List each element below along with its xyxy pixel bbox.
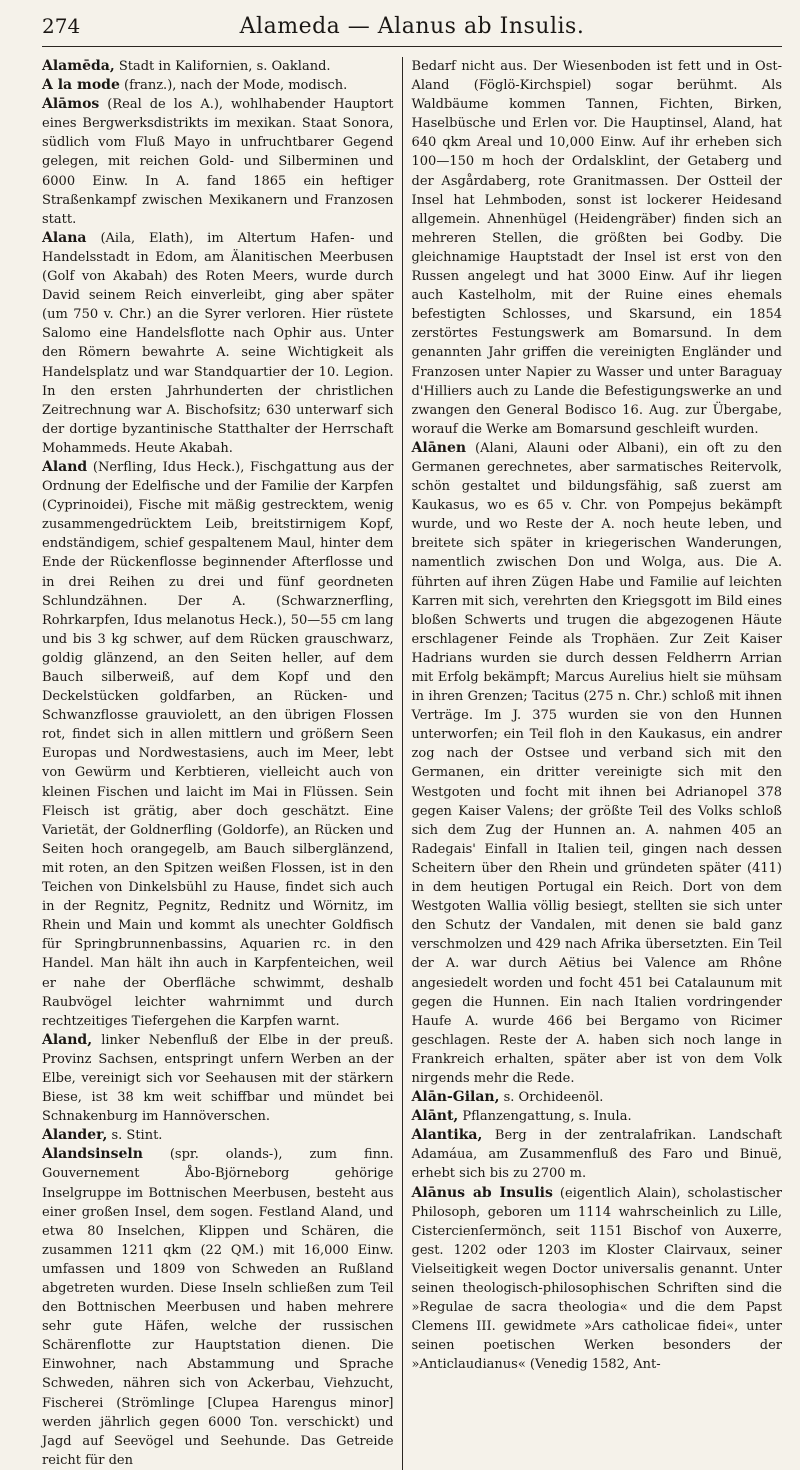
entry-body: Stadt in Kalifornien, s. Oakland. [114,59,331,74]
text-columns [42,57,782,1470]
entry-body: (eigentlich Alain), scholastischer Philosoph, geboren um 1114 wahrscheinlich zu Lille, Cistercienſermönch, seit 1151 Bischof von Auxerre, gest. 1202 oder 1203 im Kloster Clairvaux, seiner Vielseitigkeit wegen Doctor universalis genannt. Unter seinen theologisch-philosophischen Schriften sind die »Regulae de sacra theologia« und die dem Papst Clemens III. gewidmete »Ars catholicae fidei«, unter seinen poetischen Werken besonders der »Anticlaudianus« (Venedig 1582, Ant- [411,1185,782,1373]
entry-body: s. Orchideenöl. [499,1090,604,1106]
entry-body: (Aila, Elath), im Altertum Hafen- und Handelsstadt in Edom, am Älanitischen Meerbusen (Golf von Akabah) des Roten Meers, wurde durch David seinem Reich einverleibt, ging aber später (um 750 v. Chr.) an die Syrer verloren. Hier rüstete Salomo eine Handelsflotte nach Ophir aus. Unter den Römern bewahrte A. seine Wichtigkeit als Handelsplatz und war Standquartier der 10. Legion. In den ersten Jahrhunderten der christlichen Zeitrechnung war A. Bischofsitz; 630 unterwarf sich der dortige byzantinische Statthalter der Herrschaft Mohammeds. Heute Akabah. [42,230,394,456]
entry-headword: Alandsinseln [42,1146,143,1163]
entry-headword: Alantika, [411,1127,483,1144]
right-column [402,57,782,1470]
entry-headword: Alamēda, [42,58,115,74]
dictionary-entry [412,57,782,439]
dictionary-entry [412,1088,782,1107]
entry-headword: Alana [42,229,87,246]
dictionary-entry [42,458,394,1031]
page-number: 274 [42,14,81,38]
left-column [42,57,402,1470]
running-head: Alameda — Alanus ab Insulis. [239,14,585,39]
entry-body: (Real de los A.), wohlhabender Hauptort eines Bergwerksdistrikts im mexikan. Staat Sonora, südlich vom Fluß Mayo in unfruchtbarer Gegend gelegen, mit reichen Gold- und Silberminen und 6000 Einw. In A. fand 1865 ein heftiger Straßenkampf zwischen Mexikanern und Franzosen statt. [42,97,394,227]
entry-headword: Alānt, [411,1108,459,1125]
entry-headword: Alāmos [42,96,100,113]
entry-headword: Aland, [42,1031,93,1048]
dictionary-entry [42,76,394,95]
entry-body: s. Stint. [107,1128,163,1144]
dictionary-entry [412,1126,782,1183]
entry-headword: Alānus ab Insulis [411,1184,553,1201]
dictionary-entry [42,1031,394,1126]
page-header [42,14,782,47]
entry-body: linker Nebenfluß der Elbe in der preuß. Provinz Sachsen, entspringt unfern Werben an der Elbe, vereinigt sich vor Seehausen mit der stärkern Biese, ist 38 km weit schiffbar und mündet bei Schnakenburg im Hannöverschen. [42,1032,394,1125]
entry-body: (franz.), nach der Mode, modisch. [119,78,348,94]
entry-body: Pflanzengattung, s. Inula. [458,1109,632,1125]
entry-headword: A la mode [42,77,120,94]
entry-body: (Nerfling, Idus Heck.), Fischgattung aus der Ordnung der Edelfische und der Familie der Karpfen (Cyprinoidei), Fische mit mäßig gestrecktem, wenig zusammengedrücktem Leib, breitstirnigem Kopf, endständigem, schief gespaltenem Maul, hinter dem Ende der Rückenflosse beginnender Afterflosse und in drei Reihen zu drei und fünf geordneten Schlundzähnen. Der A. (Schwarznerfling, Rohrkarpfen, Idus melanotus Heck.), 50—55 cm lang und bis 3 kg schwer, auf dem Rücken grauschwarz, goldig glänzend, an den Seiten heller, auf dem Bauch silberweiß, auf dem Kopf und den Deckelstücken goldfarben, an Rücken- und Schwanzflosse grauviolett, an den übrigen Flossen rot, findet sich in allen mittlern und größern Seen Europas und Nordwestasiens, auch im Meer, lebt von Gewürm und Kerbtieren, vielleicht auch von kleinen Fischen und laicht im Mai in Flüssen. Sein Fleisch ist grätig, aber doch geschätzt. Eine Varietät, der Goldnerfling (Goldorfe), an Rücken und Seiten hoch orangegelb, am Bauch silberglänzend, mit roten, an den Spitzen weißen Flossen, ist in den Teichen von Dinkelsbühl zu Hause, findet sich auch in der Regnitz, Pegnitz, Rednitz und Wörnitz, im Rhein und Main und kommt als unechter Goldfisch für Springbrunnenbassins, Aquarien rc. in den Handel. Man hält ihn auch in Karpfenteichen, weil er nahe der Oberfläche schwimmt, deshalb Raubvögel leichter wahrnimmt und durch rechtzeitiges Tiefergehen die Karpfen warnt. [42,459,394,1029]
dictionary-entry [42,1145,394,1470]
dictionary-entry [42,95,394,229]
entry-body: Bedarf nicht aus. Der Wiesenboden ist fett und in Ost-Aland (Föglö-Kirchspiel) sogar berühmt. Als Waldbäume kommen Tannen, Fichten, Birken, Haselbüsche und Erlen vor. Die Hauptinsel, Aland, hat 640 qkm Areal und 10,000 Einw. Auf ihr erheben sich 100—150 m hoch der Ordalsklint, der Getaberg und der Asgårdaberg, rote Granitmassen. Der Ostteil der Insel hat Lehmboden, sonst ist lockerer Heidesand allgemein. Ahnenhügel (Heidengräber) finden sich an mehreren Stellen, die größten bei Godby. Die gleichnamige Hauptstadt der Insel ist erst von den Russen angelegt und hat 3000 Einw. Auf ihr liegen auch Kastelholm, mit der Ruine eines ehemals befestigten Schlosses, und Skarsund, ein 1854 zerstörtes Festungswerk am Bomarsund. In dem genannten Jahr griffen die vereinigten Engländer und Franzosen unter Napier zu Wasser und unter Baraguay d'Hilliers auch zu Lande die Befestigungswerke an und zwangen den General Bodisco 16. Aug. zur Übergabe, worauf die Werke am Bomarsund geschleift wurden. [411,59,782,437]
dictionary-entry [412,1107,782,1126]
entry-body: Berg in der zentralafrikan. Landschaft Adamáua, am Zusammenfluß des Faro und Binuë, erhebt sich bis zu 2700 m. [411,1128,782,1182]
entry-headword: Alān-Gilan, [411,1089,500,1106]
entry-body: (spr. olands-), zum finn. Gouvernement Åbo-Björneborg gehörige Inselgruppe im Bottnischen Meerbusen, besteht aus einer großen Insel, dem sogen. Festland Aland, und etwa 80 Inselchen, Klippen und Schären, die zusammen 1211 qkm (22 QM.) mit 16,000 Einw. umfassen und 1809 von Schweden an Rußland abgetreten wurden. Diese Inseln schließen zum Teil den Bottnischen Meerbusen und haben mehrere sehr gute Häfen, welche der russischen Schärenflotte zur Hauptstation dienen. Die Einwohner, nach Abstammung und Sprache Schweden, nähren sich von Ackerbau, Viehzucht, Fischerei (Strömlinge [Clupea Harengus minor] werden jährlich gegen 6000 Ton. verschickt) und Jagd auf Seevögel und Seehunde. Das Getreide reicht für den [42,1147,394,1468]
entry-body: (Alani, Alauni oder Albani), ein oft zu den Germanen gerechnetes, aber sarmatisches Reitervolk, schön gestaltet und bildungsfähig, saß zuerst am Kaukasus, wo es 65 v. Chr. von Pompejus bekämpft wurde, und wo Reste der A. noch heute leben, und breitete sich später in kriegerischen Wanderungen, namentlich zwischen Don und Wolga, aus. Die A. führten auf ihren Zügen Habe und Familie auf leichten Karren mit sich, verehrten den Kriegsgott im Bild eines bloßen Schwerts und trugen die abgezogenen Häute erschlagener Feinde als Trophäen. Zur Zeit Kaiser Hadrians wurden sie durch dessen Feldherrn Arrian mit Erfolg bekämpft; Marcus Aurelius hielt sie mühsam in ihren Grenzen; Tacitus (275 n. Chr.) schloß mit ihnen Verträge. Im J. 375 wurden sie von den Hunnen unterworfen; ein Teil floh in den Kaukasus, ein andrer zog nach der Ostsee und verband sich mit den Germanen, ein dritter vereinigte sich mit den Westgoten und focht mit ihnen bei Adrianopel 378 gegen Kaiser Valens; der größte Teil des Volks schloß sich dem Zug der Hunnen an. A. nahmen 405 an Radegais' Einfall in Italien teil, gingen nach dessen Scheitern über den Rhein und gründeten später (411) in dem heutigen Portugal ein Reich. Dort von dem Westgoten Wallia völlig besiegt, stellten sie sich unter den Schutz der Vandalen, mit denen sie bald ganz verschmolzen und 429 nach Afrika übersetzten. Ein Teil der A. war durch Aëtius bei Valence am Rhône angesiedelt worden und focht 451 bei Catalaunum mit gegen die Hunnen. Ein nach Italien vordringender Haufe A. wurde 466 bei Bergamo von Ricimer geschlagen. Reste der A. haben sich noch lange in Frankreich erhalten, später aber ist von dem Volk nirgends mehr die Rede. [411,440,782,1086]
dictionary-entry [42,1126,394,1145]
entry-headword: Alānen [411,439,467,456]
dictionary-entry [42,57,394,76]
dictionary-entry [412,1184,782,1375]
dictionary-entry [412,439,782,1088]
entry-headword: Aland [42,458,88,475]
entry-headword: Alander, [42,1127,108,1144]
dictionary-entry [42,229,394,458]
